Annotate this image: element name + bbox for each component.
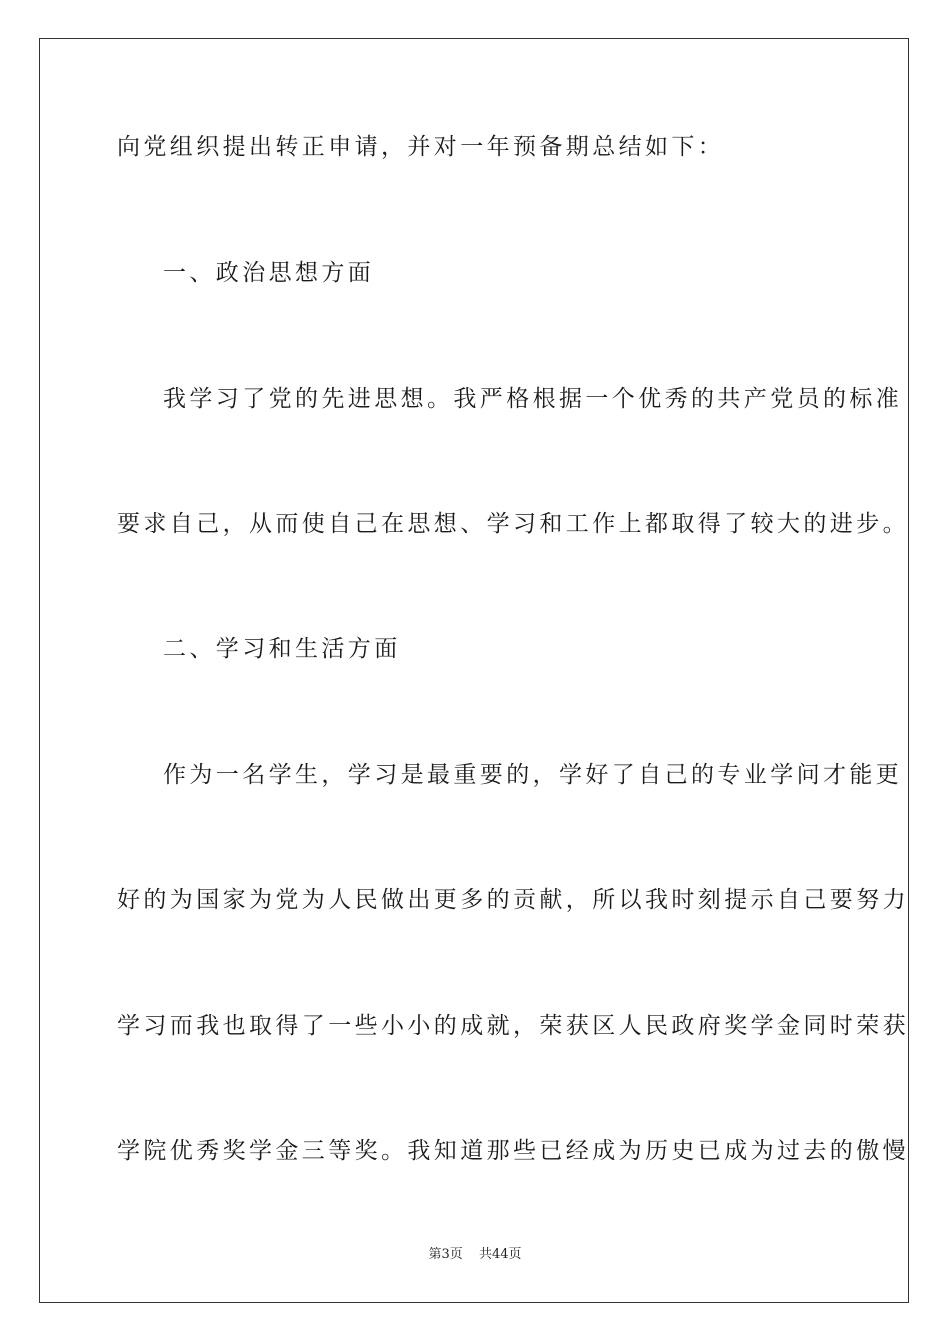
page-number-total: 共44页 <box>478 1247 522 1262</box>
page-footer <box>0 1246 950 1264</box>
page-frame <box>39 38 909 1303</box>
text-line-7: 好的为国家为党为人民做出更多的贡献，所以我时刻提示自己要努力 <box>117 887 909 913</box>
page-number-current: 第3页 <box>428 1247 463 1262</box>
section-heading-2: 二、学习和生活方面 <box>163 636 401 662</box>
text-line-9: 学院优秀奖学金三等奖。我知道那些已经成为历史已成为过去的傲慢 <box>117 1138 909 1164</box>
text-line-3: 我学习了党的先进思想。我严格根据一个优秀的共产党员的标准 <box>163 386 903 412</box>
text-line-6: 作为一名学生，学习是最重要的，学好了自己的专业学问才能更 <box>163 762 903 788</box>
text-line-4: 要求自己，从而使自己在思想、学习和工作上都取得了较大的进步。 <box>117 511 909 537</box>
text-line-8: 学习而我也取得了一些小小的成就，荣获区人民政府奖学金同时荣获 <box>117 1013 909 1039</box>
text-line-1: 向党组织提出转正申请，并对一年预备期总结如下： <box>117 134 725 160</box>
section-heading-1: 一、政治思想方面 <box>163 260 375 286</box>
